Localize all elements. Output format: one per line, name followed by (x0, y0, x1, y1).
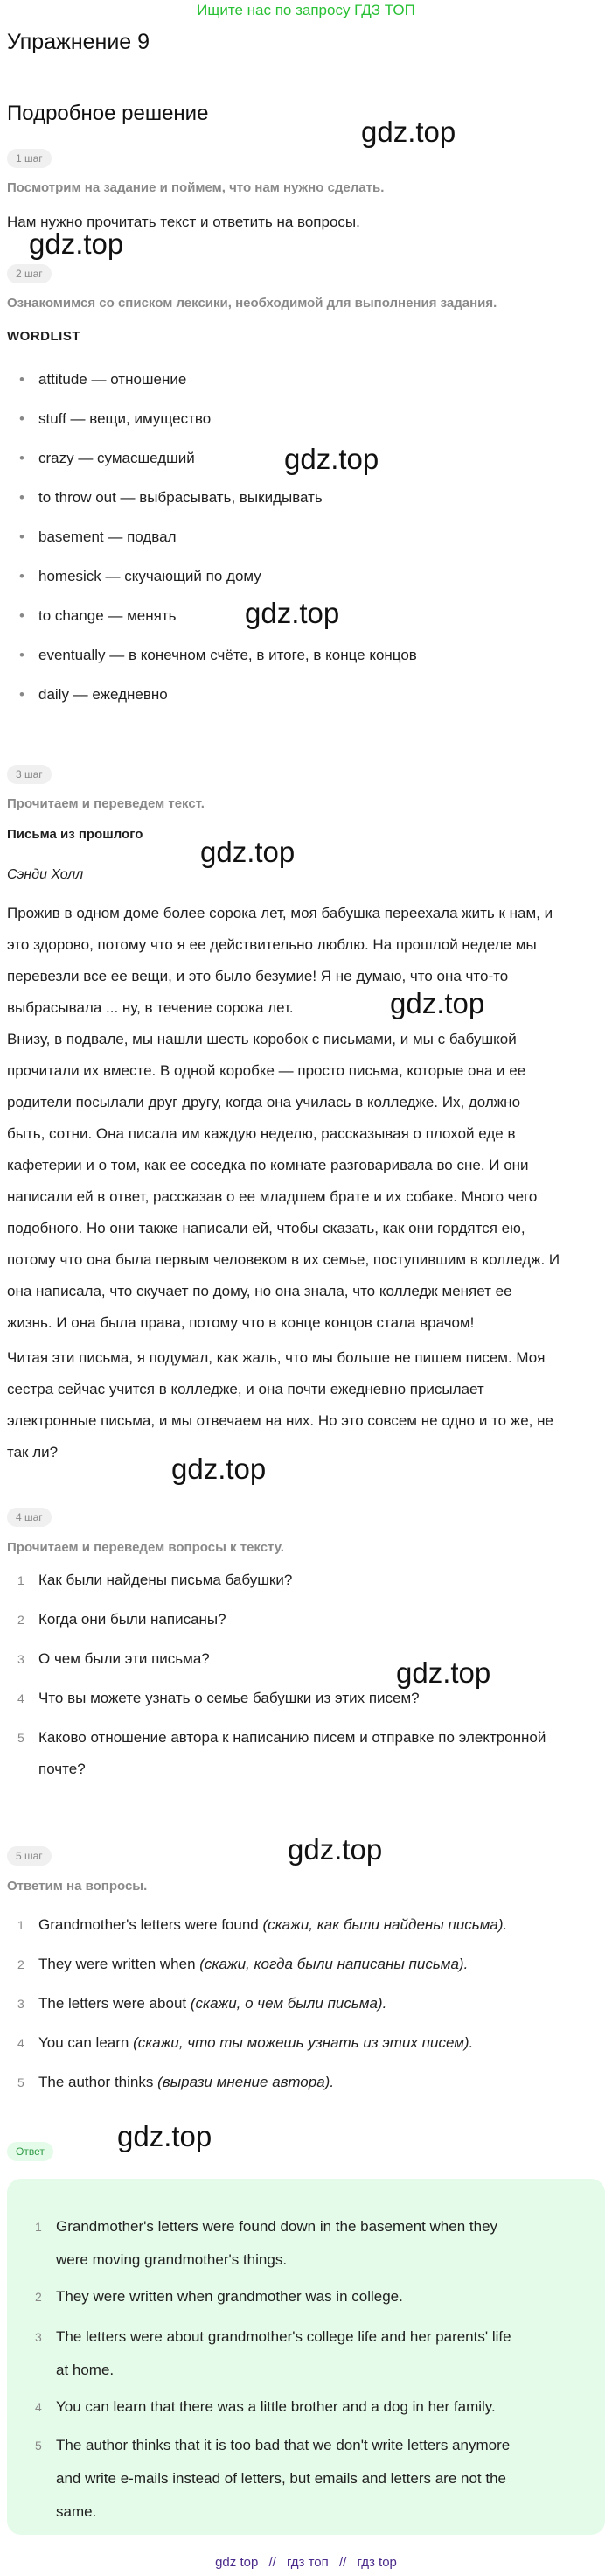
question-item: 2 Когда они были написаны? (17, 1611, 226, 1628)
footer-links (0, 2555, 612, 2570)
question-item: 1 Как были найдены письма бабушки? (17, 1572, 293, 1588)
watermark: gdz.top (245, 597, 340, 629)
answer-item: 5 The author thinks that it is too bad that we don't write letters anymore and write e-mails instead of letters, but emails and letters are not the same. (35, 2437, 511, 2520)
hint-item: 3 The letters were about (скажи, о чем были письма). (17, 1995, 387, 2012)
watermark: gdz.top (284, 443, 379, 475)
text-title: Письма из прошлого (7, 827, 143, 842)
watermark: gdz.top (171, 1452, 267, 1485)
wordlist-item: • eventually — в конечном счёте, в итоге, в конце концов (19, 647, 417, 663)
step-badge: 2 шаг (7, 264, 52, 284)
question-item: 3 О чем были эти письма? (17, 1650, 210, 1667)
answer-item: 3 The letters were about grandmother's college life and her parents' life at home. (35, 2328, 511, 2378)
footer-separator: // (338, 2555, 347, 2570)
hint-item: 4 You can learn (скажи, что ты можешь узнать из этих писем). (17, 2034, 474, 2051)
text-author: Сэнди Холл (7, 867, 84, 882)
answer-badge: Ответ (7, 2142, 53, 2161)
wordlist-item: • stuff — вещи, имущество (19, 410, 212, 427)
text-paragraph: Читая эти письма, я подумал, как жаль, что мы больше не пишем писем. Моя сестра сейчас учится в колледже, и она почти ежедневно присылает электронные письма, и мы отвечаем на них. Но это совсем не одно и то же, не так ли? (7, 1349, 553, 1460)
footer-link[interactable]: гдз топ (287, 2555, 329, 2570)
wordlist-item: • basement — подвал (19, 528, 177, 545)
footer-separator: // (268, 2555, 276, 2570)
question-item: 4 Что вы можете узнать о семье бабушки из этих писем? (17, 1690, 420, 1706)
watermark: gdz.top (361, 116, 456, 148)
step-note: Прочитаем и переведем вопросы к тексту. (7, 1540, 284, 1555)
watermark: gdz.top (396, 1656, 491, 1689)
step-text: Нам нужно прочитать текст и ответить на вопросы. (7, 214, 360, 230)
search-banner: Ищите нас по запросу ГДЗ ТОП (197, 2, 415, 18)
step-note: Прочитаем и переведем текст. (7, 796, 205, 811)
step-badge: 1 шаг (7, 149, 52, 168)
answer-item: 2 They were written when grandmother was in college. (35, 2288, 403, 2305)
wordlist-item: • daily — ежедневно (19, 686, 168, 703)
wordlist-item: • crazy — сумасшедший (19, 450, 195, 466)
step-badge: 5 шаг (7, 1846, 52, 1866)
watermark: gdz.top (29, 228, 124, 260)
wordlist-item: • to change — менять (19, 607, 177, 624)
wordlist-item: • attitude — отношение (19, 371, 187, 388)
step-badge: 4 шаг (7, 1508, 52, 1527)
hint-item: 2 They were written when (скажи, когда были написаны письма). (17, 1956, 469, 1972)
wordlist-item: • to throw out — выбрасывать, выкидывать (19, 489, 323, 506)
wordlist-item: • homesick — скучающий по дому (19, 568, 261, 584)
answer-item: 4 You can learn that there was a little brother and a dog in her family. (35, 2398, 496, 2415)
wordlist-title: WORDLIST (7, 329, 80, 344)
footer-link[interactable]: гдз top (357, 2555, 397, 2570)
text-paragraph: Внизу, в подвале, мы нашли шесть коробок с письмами, и мы с бабушкой прочитали их вместе. В одной коробке — просто письма, которые она и ее родители посылали друг другу, когда она училась в колледже. Их, должно быть, сотни. Она писала им каждую неделю, рассказывая о плохой еде в кафетерии и о том, как ее соседка по комнате разговаривала во сне. И они написали ей в ответ, рассказав о ее младшем брате и их собаке. Много чего подобного. Но они также написали ей, чтобы сказать, как они гордятся ею, потому что она была первым человеком в их семье, поступившим в колледж. И она написала, что скучает по дому, но она знала, что колледж меняет ее жизнь. И она была права, потому что в конце концов стала врачом! (7, 1031, 560, 1331)
step-badge: 3 шаг (7, 765, 52, 784)
footer-link[interactable]: gdz top (215, 2555, 259, 2570)
step-note: Ознакомимся со списком лексики, необходимой для выполнения задания. (7, 296, 497, 311)
watermark: gdz.top (117, 2120, 212, 2152)
hint-item: 1 Grandmother's letters were found (скажи, как были найдены письма). (17, 1916, 508, 1933)
watermark: gdz.top (288, 1833, 383, 1866)
page-title: Упражнение 9 (7, 30, 150, 54)
watermark: gdz.top (390, 987, 485, 1019)
answer-item: 1 Grandmother's letters were found down in the basement when they were moving grandmother's things. (35, 2218, 498, 2268)
hint-item: 5 The author thinks (вырази мнение автора). (17, 2074, 335, 2090)
step-note: Ответим на вопросы. (7, 1879, 148, 1894)
question-item: 5 Каково отношение автора к написанию писем и отправке по электронной почте? (17, 1729, 546, 1777)
text-paragraph: Прожив в одном доме более сорока лет, моя бабушка переехала жить к нам, и это здорово, потому что я ее действительно люблю. На прошлой неделе мы перевезли все ее вещи, и это было безумие! Я не думаю, что она что-то выбрасывала ... ну, в течение сорока лет. (7, 905, 553, 1016)
watermark: gdz.top (200, 836, 296, 868)
step-note: Посмотрим на задание и поймем, что нам нужно сделать. (7, 180, 385, 195)
solution-heading: Подробное решение (7, 102, 209, 125)
